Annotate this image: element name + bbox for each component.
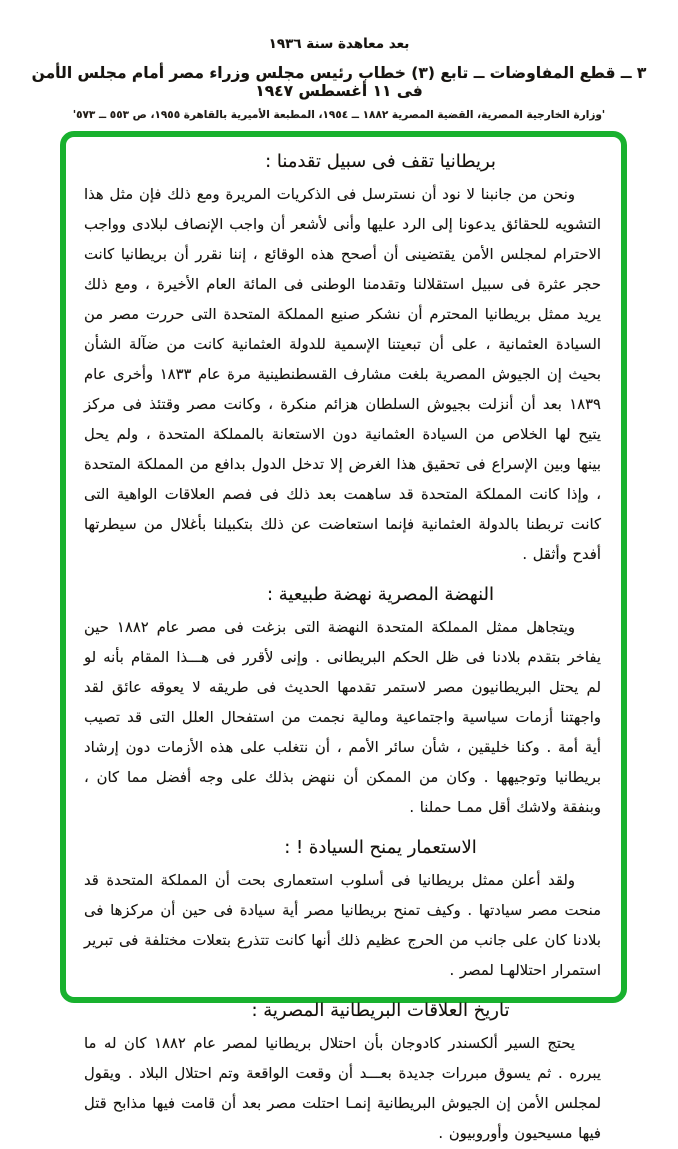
- document-header: [0, 0, 678, 121]
- section-heading-history-british-egyptian-relations: تاريخ العلاقات البريطانية المصرية :: [251, 1000, 510, 1021]
- section-body-britain-blocks-progress: ونحن من جانبنا لا نود أن نسترسل فى الذكريات المريرة ومع ذلك فإن مثل هذا التشويه للحقائق يدعونا إلى الرد عليها وأنى لأشعر أن واجب الإنصاف لبلادى وواجب الاحترام لمجلس الأمن يقتضينى أن أصحح هذه الوقائع ، إننا نقرر أن بريطانيا كانت حجر عثرة فى سبيل استقلالنا وتقدمنا الوطنى فى المائة العام الأخيرة ، ومع ذلك يريد ممثل بريطانيا المحترم أن نشكر صنيع المملكة المتحدة التى حررت مصر من السيادة العثمانية ، على أن تبعيتنا الإسمية للدولة العثمانية كانت من ضآلة الشأن بحيث إن الجيوش المصرية بلغت مشارف القسطنطينية مرة عام ١٨٣٣ وأخرى عام ١٨٣٩ بعد أن أنزلت بجيوش السلطان هزائم منكرة ، وكانت مصر وقتئذ فى مركز يتيح لها الخلاص من السيادة العثمانية دون الاستعانة بالمملكة المتحدة ، ولم يحل بينها وبين الإسراع فى تحقيق هذا الغرض إلا تدخل الدول بدافع من المملكة المتحدة ، وإذا كانت المملكة المتحدة قد ساهمت بعد ذلك فى فصم العلاقات الواهية التى كانت تربطنا بالدولة العثمانية فإنما استعاضت عن ذلك بتكبيلنا بأغلال من سيطرتها أفدح وأثقل .: [84, 186, 601, 563]
- section-heading-britain-blocks-progress: بريطانيا تقف فى سبيل تقدمنا :: [265, 151, 496, 172]
- section-body-history-british-egyptian-relations: يحتج السير ألكسندر كادوجان بأن احتلال بريطانيا لمصر عام ١٨٨٢ كان له ما يبرره . ثم يسوق مبررات جديدة بعـــد أن وقعت الواقعة وتم احتلال البلاد . ويقول لمجلس الأمن إن الجيوش البريطانية إنمـا احتلت مصر بعد أن قامت فيها مذابح قتل فيها مسيحيون وأوروبيون .: [84, 1035, 601, 1142]
- document-title: ٣ ــ قطع المفاوضات ــ تابع (٣) خطاب رئيس مجلس وزراء مصر أمام مجلس الأمن فى ١١ أغسطس ١٩٤٧: [31, 64, 647, 100]
- section-body-egyptian-renaissance: ويتجاهل ممثل المملكة المتحدة النهضة التى بزغت فى مصر عام ١٨٨٢ حين يفاخر بتقدم بلادنا فى ظل الحكم البريطانى . وإنى لأقرر فى هـــذا المقام بأنه لو لم يحتل البريطانيون مصر لاستمر تقدمها الحديث فى طريقه لا يعوقه عائق لقد واجهتنا أزمات سياسية واجتماعية ومالية نجمت من استفحال العلل التى قد تصيب أية أمة . وكنا خليقين ، شأن سائر الأمم ، أن نتغلب على هذه الأزمات دون إرشاد بريطانيا وتوجيهها . وكان من الممكن أن ننهض بذلك على وجه أفضل مما كان ، وبنفقة ولاشك أقل ممـا حملنا .: [84, 619, 601, 816]
- section-heading-colonialism-grants-sovereignty: الاستعمار يمنح السيادة ! :: [284, 837, 477, 858]
- section-heading-egyptian-renaissance: النهضة المصرية نهضة طبيعية :: [266, 584, 495, 605]
- document-frame: [60, 131, 627, 1142]
- source-citation: 'وزارة الخارجية المصرية، القضية المصرية ١٨٨٢ ــ ١٩٥٤، المطبعة الأميرية بالقاهرة ١٩٥٥، ص ٥٥٣ ــ ٥٧٣': [72, 109, 606, 121]
- section-body-colonialism-grants-sovereignty: ولقد أعلن ممثل بريطانيا فى أسلوب استعمارى بحت أن المملكة المتحدة قد منحت مصر سيادتها . وكيف تمنح بريطانيا مصر أية سيادة فى حين أن مركزها فى بلادنا كان على جانب من الحرج عظيم ذلك أنها كانت تتذرع بتعلات مختلفة فى تبرير استمرار احتلالهـا لمصر .: [84, 872, 601, 979]
- treaty-subtitle: بعد معاهدة سنة ١٩٣٦: [268, 36, 410, 52]
